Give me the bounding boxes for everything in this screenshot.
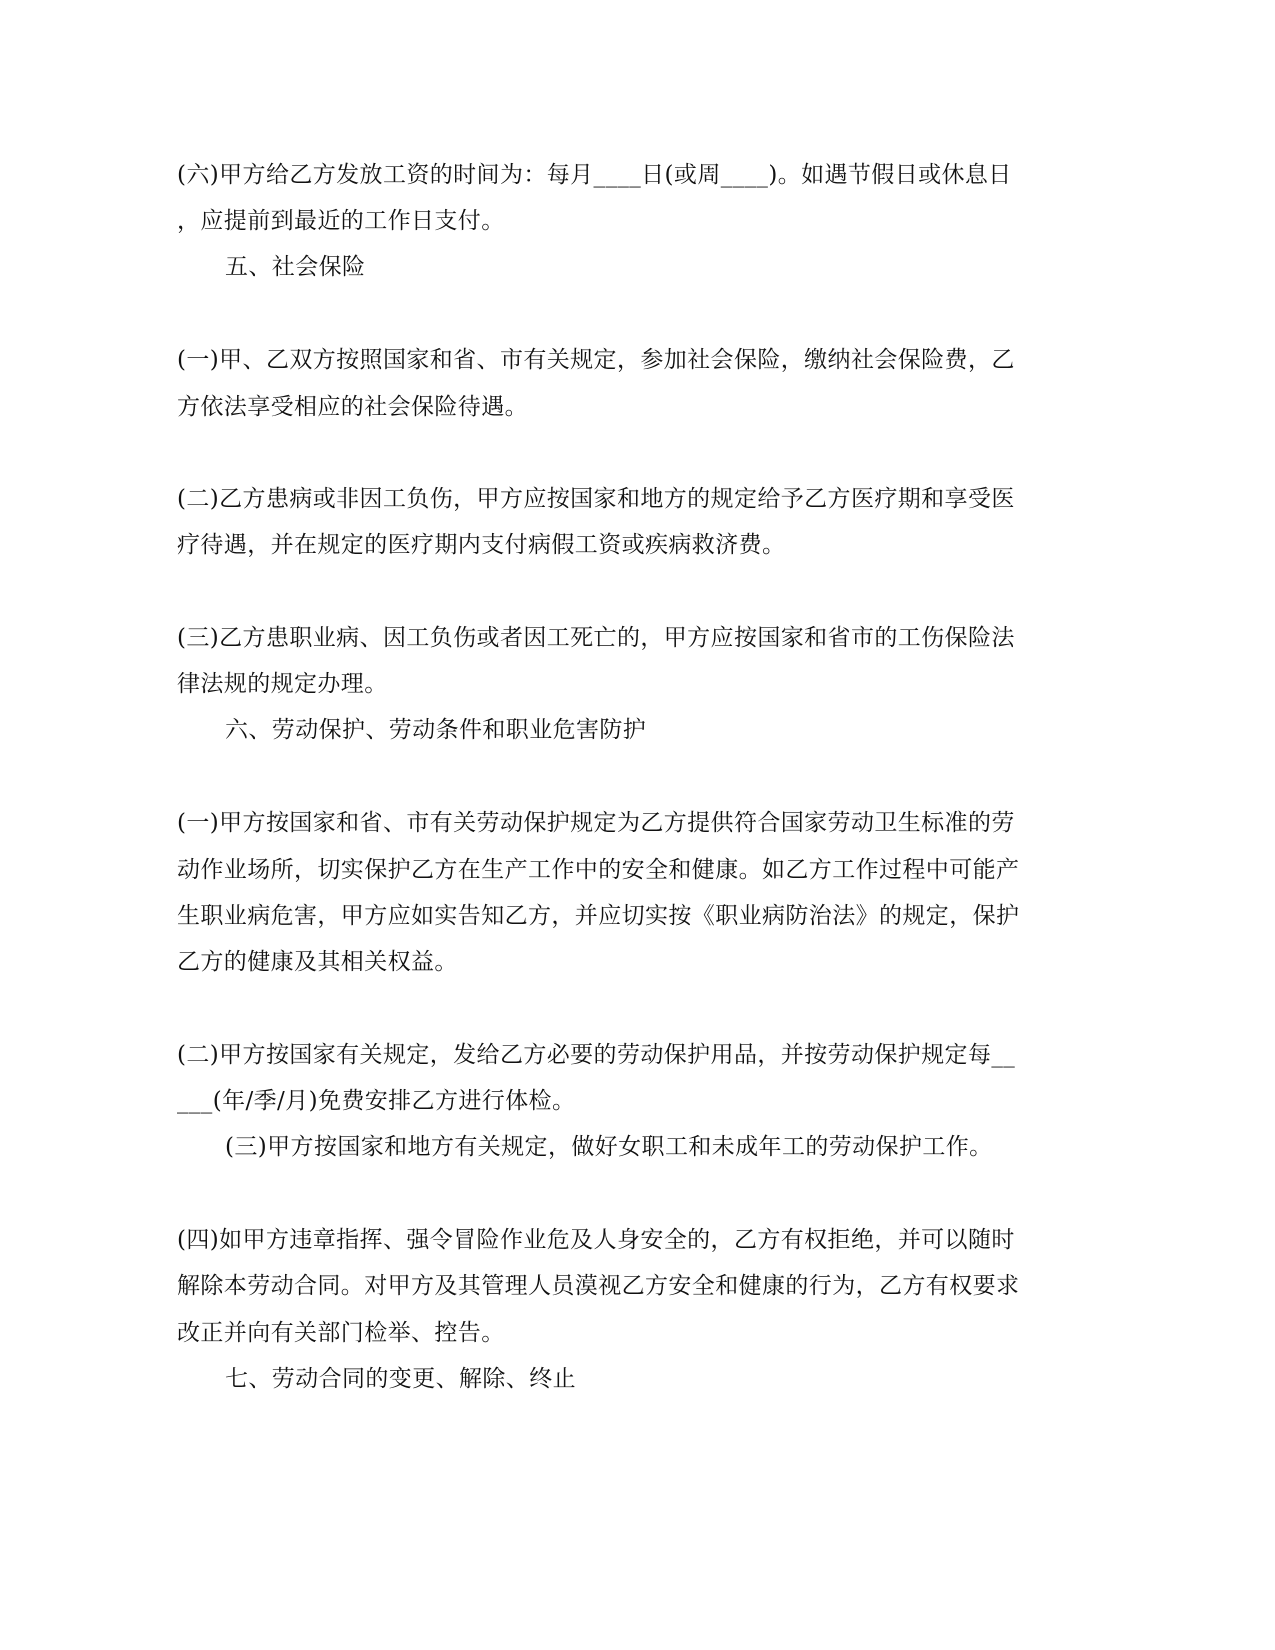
text-line-14: 乙方的健康及其相关权益。 <box>177 949 458 975</box>
text-line-8: (三)乙方患职业病、因工负伤或者因工死亡的，甲方应按国家和省市的工伤保险法 <box>177 625 1015 651</box>
section-heading-5: 五、社会保险 <box>225 254 366 280</box>
text-line-15: (二)甲方按国家有关规定，发给乙方必要的劳动保护用品，并按劳动保护规定每__ <box>177 1042 1016 1068</box>
text-line-11: (一)甲方按国家和省、市有关劳动保护规定为乙方提供符合国家劳动卫生标准的劳 <box>177 810 1015 836</box>
section-heading-7: 七、劳动合同的变更、解除、终止 <box>225 1366 576 1392</box>
text-line-4: (一)甲、乙双方按照国家和省、市有关规定，参加社会保险，缴纳社会保险费，乙 <box>177 347 1015 373</box>
text-line-18: (四)如甲方违章指挥、强令冒险作业危及人身安全的，乙方有权拒绝，并可以随时 <box>177 1227 1015 1253</box>
text-line-2: ，应提前到最近的工作日支付。 <box>177 208 505 234</box>
text-line-20: 改正并向有关部门检举、控告。 <box>177 1320 505 1346</box>
text-line-19: 解除本劳动合同。对甲方及其管理人员漠视乙方安全和健康的行为，乙方有权要求 <box>177 1273 1020 1299</box>
text-line-13: 生职业病危害，甲方应如实告知乙方，并应切实按《职业病防治法》的规定，保护 <box>177 903 1020 929</box>
text-line-7: 疗待遇，并在规定的医疗期内支付病假工资或疾病救济费。 <box>177 532 786 558</box>
text-line-17: (三)甲方按国家和地方有关规定，做好女职工和未成年工的劳动保护工作。 <box>225 1134 993 1160</box>
section-heading-6: 六、劳动保护、劳动条件和职业危害防护 <box>225 717 647 743</box>
text-line-9: 律法规的规定办理。 <box>177 671 388 697</box>
text-line-16: ___(年/季/月)免费安排乙方进行体检。 <box>177 1088 576 1114</box>
text-line-5: 方依法享受相应的社会保险待遇。 <box>177 394 528 420</box>
text-line-1: (六)甲方给乙方发放工资的时间为：每月____日(或周____)。如遇节假日或休息日 <box>177 162 1012 188</box>
text-line-12: 动作业场所，切实保护乙方在生产工作中的安全和健康。如乙方工作过程中可能产 <box>177 857 1020 883</box>
text-line-6: (二)乙方患病或非因工负伤，甲方应按国家和地方的规定给予乙方医疗期和享受医 <box>177 486 1015 512</box>
